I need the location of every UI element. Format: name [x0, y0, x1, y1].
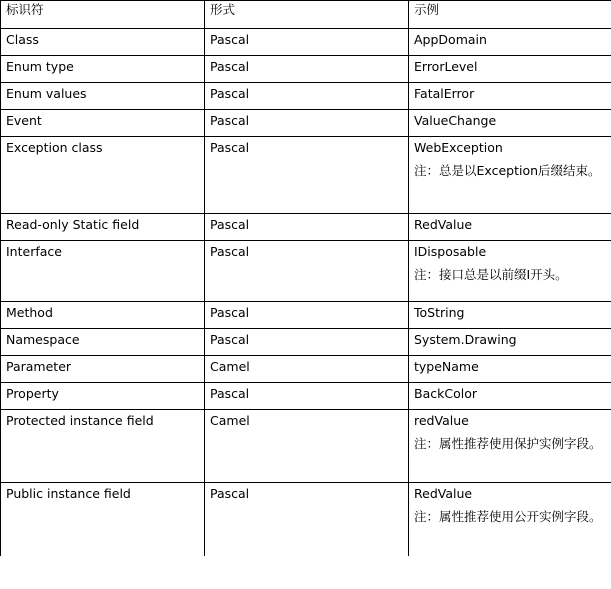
table-header-row	[1, 1, 611, 29]
example-cell	[409, 56, 611, 83]
table-row	[1, 483, 611, 556]
example-cell	[409, 356, 611, 383]
table-row	[1, 383, 611, 410]
identifier-cell: Parameter	[1, 356, 205, 383]
example-cell	[409, 329, 611, 356]
identifier-cell: Method	[1, 302, 205, 329]
identifier-cell: Enum type	[1, 56, 205, 83]
header-form: 形式	[205, 1, 409, 29]
identifier-cell: Event	[1, 110, 205, 137]
form-cell: Pascal	[205, 83, 409, 110]
example-cell	[409, 383, 611, 410]
form-cell: Pascal	[205, 241, 409, 302]
table-row	[1, 302, 611, 329]
example-text: System.Drawing	[414, 332, 517, 347]
identifier-cell: Protected instance field	[1, 410, 205, 483]
example-text: ToString	[414, 305, 465, 320]
form-cell: Pascal	[205, 302, 409, 329]
identifier-cell: Class	[1, 29, 205, 56]
identifier-cell: Public instance field	[1, 483, 205, 556]
table-row	[1, 241, 611, 302]
form-cell: Pascal	[205, 383, 409, 410]
example-cell	[409, 302, 611, 329]
example-text: FatalError	[414, 86, 475, 101]
example-cell	[409, 410, 611, 483]
form-cell: Camel	[205, 356, 409, 383]
example-text: RedValue	[414, 486, 473, 501]
form-cell: Pascal	[205, 483, 409, 556]
table-row	[1, 110, 611, 137]
table-row	[1, 410, 611, 483]
form-cell: Pascal	[205, 137, 409, 214]
table-row	[1, 29, 611, 56]
example-cell	[409, 137, 611, 214]
form-cell: Pascal	[205, 214, 409, 241]
table-row	[1, 137, 611, 214]
example-cell	[409, 83, 611, 110]
table-row	[1, 214, 611, 241]
header-identifier: 标识符	[1, 1, 205, 29]
table-row	[1, 356, 611, 383]
identifier-cell: Interface	[1, 241, 205, 302]
example-note: 注：属性推荐使用保护实例字段。	[414, 436, 602, 451]
example-note: 注：属性推荐使用公开实例字段。	[414, 509, 602, 524]
example-note: 注：接口总是以前缀I开头。	[414, 267, 568, 282]
example-note: 注：总是以Exception后缀结束。	[414, 163, 601, 178]
example-cell	[409, 483, 611, 556]
form-cell: Pascal	[205, 329, 409, 356]
form-cell: Pascal	[205, 56, 409, 83]
example-text: IDisposable	[414, 244, 487, 259]
identifier-cell: Read-only Static field	[1, 214, 205, 241]
example-cell	[409, 241, 611, 302]
table-row	[1, 83, 611, 110]
example-text: ValueChange	[414, 113, 497, 128]
example-text: BackColor	[414, 386, 477, 401]
example-text: ErrorLevel	[414, 59, 478, 74]
identifier-cell: Property	[1, 383, 205, 410]
example-text: redValue	[414, 413, 469, 428]
form-cell: Camel	[205, 410, 409, 483]
example-text: RedValue	[414, 217, 473, 232]
header-example: 示例	[409, 1, 611, 29]
identifier-cell: Enum values	[1, 83, 205, 110]
identifier-cell: Exception class	[1, 137, 205, 214]
example-cell	[409, 214, 611, 241]
example-text: typeName	[414, 359, 479, 374]
table-row	[1, 329, 611, 356]
table-row	[1, 56, 611, 83]
form-cell: Pascal	[205, 29, 409, 56]
example-cell	[409, 110, 611, 137]
example-text: AppDomain	[414, 32, 487, 47]
form-cell: Pascal	[205, 110, 409, 137]
example-cell	[409, 29, 611, 56]
identifier-cell: Namespace	[1, 329, 205, 356]
example-text: WebException	[414, 140, 503, 155]
